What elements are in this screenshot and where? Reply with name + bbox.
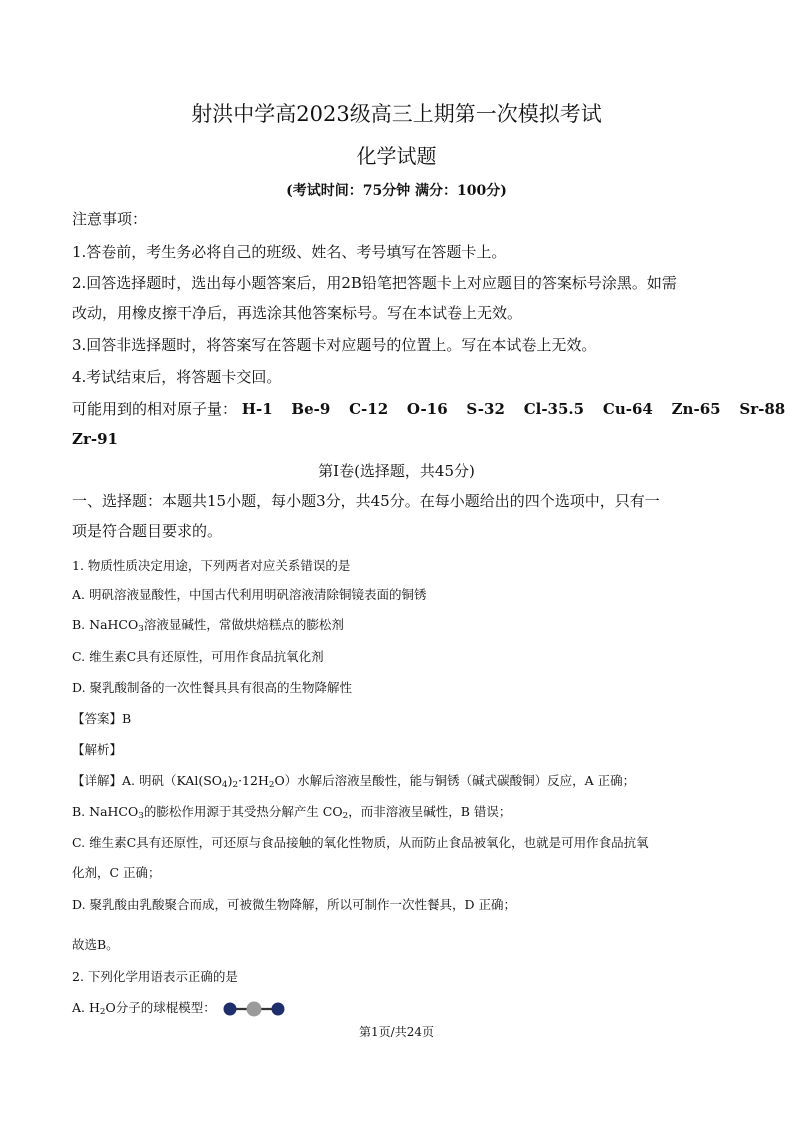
detail-text: 【详解】A. 明矾（KAl(SO xyxy=(72,773,223,788)
section-instructions-2: 项是符合题目要求的。 xyxy=(72,522,223,540)
section-instructions-1: 一、选择题：本题共15小题，每小题3分，共45分。在每小题给出的四个选项中，只有一 xyxy=(72,492,660,510)
q2-option-a-suffix: O分子的球棍模型： xyxy=(105,1000,216,1015)
q2-stem: 2. 下列化学用语表示正确的是 xyxy=(72,969,238,984)
atomic-mass: C-12 xyxy=(349,400,389,418)
atomic-mass: Be-9 xyxy=(291,400,331,418)
q1-answer: 【答案】B xyxy=(72,711,132,726)
exam-info: (考试时间：75分钟 满分：100分) xyxy=(286,183,507,199)
atomic-mass: Zn-65 xyxy=(671,400,721,418)
q1-option-c: C. 维生素C具有还原性，可用作食品抗氧化剂 xyxy=(72,649,324,664)
note-item-2: 2.回答选择题时，选出每小题答案后，用2B铅笔把答题卡上对应题目的答案标号涂黑。如需 xyxy=(72,274,677,292)
exam-title: 射洪中学高2023级高三上期第一次模拟考试 xyxy=(191,102,602,126)
atomic-mass: Cl-35.5 xyxy=(523,400,585,418)
q1-option-b-suffix: 溶液显碱性，常做烘焙糕点的膨松剂 xyxy=(143,617,344,632)
note-item-4: 4.考试结束后，将答题卡交回。 xyxy=(72,368,282,386)
q1-analysis-label: 【解析】 xyxy=(72,742,123,757)
exam-subtitle: 化学试题 xyxy=(356,144,437,168)
subscript: 2 xyxy=(342,811,349,822)
note-item-3: 3.回答非选择题时，将答案写在答题卡对应题号的位置上。写在本试卷上无效。 xyxy=(72,336,597,354)
detail-text: ) xyxy=(227,773,233,788)
subscript: 3 xyxy=(138,624,144,635)
q1-detail-c-1: C. 维生素C具有还原性，可还原与食品接触的氧化性物质，从而防止食品被氧化，也就是可用作食品抗氧 xyxy=(72,835,649,850)
q1-option-d: D. 聚乳酸制备的一次性餐具具有很高的生物降解性 xyxy=(72,680,353,695)
detail-text: O）水解后溶液呈酸性，能与铜锈（碱式碳酸铜）反应，A 正确； xyxy=(274,773,636,788)
q1-detail-a xyxy=(72,771,635,790)
atom-outer-right xyxy=(271,1002,284,1015)
atomic-mass: Sr-88 xyxy=(739,400,786,418)
page-number: 第1页/共24页 xyxy=(359,1025,434,1039)
atomic-mass-overflow: Zr-91 xyxy=(72,430,118,448)
atom-center xyxy=(246,1001,261,1016)
q1-conclusion: 故选B。 xyxy=(72,937,119,952)
detail-text: 的膨松作用源于其受热分解产生 CO xyxy=(143,804,343,819)
atom-outer-left xyxy=(223,1002,236,1015)
q1-detail-c-2: 化剂，C 正确； xyxy=(72,865,161,880)
note-item-2-cont: 改动，用橡皮擦干净后，再选涂其他答案标号。写在本试卷上无效。 xyxy=(72,304,523,322)
q1-option-b xyxy=(72,615,344,634)
atomic-mass: O-16 xyxy=(406,400,448,418)
subscript: 3 xyxy=(138,811,144,822)
atomic-mass: Cu-64 xyxy=(602,400,653,418)
atomic-mass: S-32 xyxy=(466,400,505,418)
q2-option-a-prefix: A. H xyxy=(72,1000,100,1015)
section-title: 第I卷(选择题，共45分) xyxy=(318,462,475,480)
subscript: 2 xyxy=(232,780,239,791)
ball-and-stick-model-icon xyxy=(222,1000,286,1018)
q1-option-b-prefix: B. NaHCO xyxy=(72,617,139,632)
atomic-masses-label: 可能用到的相对原子量： xyxy=(72,400,238,418)
subscript: 2 xyxy=(99,1007,106,1018)
subscript: 2 xyxy=(268,780,275,791)
q1-option-a: A. 明矾溶液显酸性，中国古代利用明矾溶液清除铜镜表面的铜锈 xyxy=(72,587,427,602)
detail-text: ·12H xyxy=(238,773,269,788)
subscript: 4 xyxy=(222,780,228,791)
q1-stem: 1. 物质性质决定用途，下列两者对应关系错误的是 xyxy=(72,558,351,573)
q2-option-a xyxy=(72,998,286,1018)
q1-detail-d: D. 聚乳酸由乳酸聚合而成，可被微生物降解，所以可制作一次性餐具，D 正确； xyxy=(72,897,517,912)
notes-heading: 注意事项： xyxy=(72,210,148,228)
note-item-1: 1.答卷前，考生务必将自己的班级、姓名、考号填写在答题卡上。 xyxy=(72,243,507,261)
detail-text: ，而非溶液呈碱性，B 错误； xyxy=(348,804,512,819)
atomic-masses xyxy=(72,398,785,419)
atomic-mass: H-1 xyxy=(241,400,273,418)
detail-text: B. NaHCO xyxy=(72,804,139,819)
q1-detail-b xyxy=(72,802,511,821)
